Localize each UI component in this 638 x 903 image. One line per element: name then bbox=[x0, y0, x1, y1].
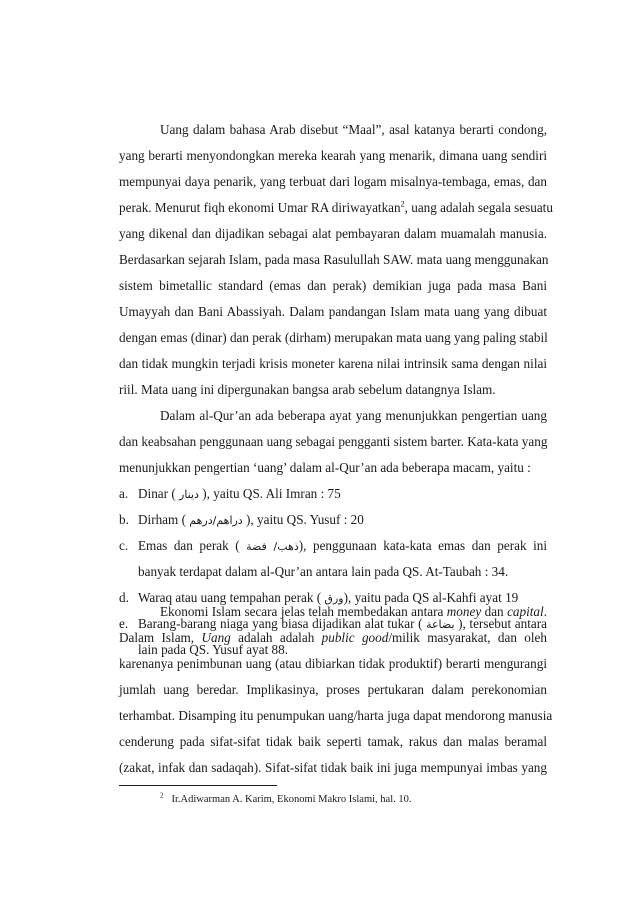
footnote-text: Ir.Adiwarman A. Karim, Ekonomi Makro Islami, hal. 10. bbox=[171, 794, 412, 805]
text-segment: dan bbox=[481, 604, 508, 619]
list-marker: a. bbox=[119, 486, 129, 501]
paragraph-3-line-3: karenanya penimbunan uang (atau dibiarkan tidak produktif) berarti mengurangi bbox=[119, 656, 547, 671]
paragraph-3-line-7: (zakat, infak dan sadaqah). Sifat-sifat tidak baik ini juga mempunyai imbas yang bbox=[119, 760, 547, 775]
italic-term: Uang bbox=[201, 630, 231, 645]
paragraph-1-line-6: Berdasarkan sejarah Islam, pada masa Rasulullah SAW. mata uang menggunakan bbox=[119, 252, 549, 267]
list-text: ), yaitu pada QS al-Kahfi ayat 19 bbox=[343, 590, 519, 605]
list-item-continuation: banyak terdapat dalam al-Qur’an antara lain pada QS. At-Taubah : 34. bbox=[138, 564, 509, 579]
paragraph-3-line-2 bbox=[119, 629, 547, 647]
list-text: Emas dan perak ( bbox=[138, 538, 247, 553]
arabic-term: دراهم/درهم bbox=[189, 514, 243, 527]
paragraph-1-line-9: dengan emas (dinar) dan perak (dirham) merupakan mata uang yang paling stabil bbox=[119, 330, 548, 345]
footnote-rule bbox=[119, 785, 277, 786]
footnote-reference[interactable]: 2 bbox=[400, 199, 405, 209]
list-item bbox=[119, 537, 547, 555]
list-text: ), penggunaan kata-kata emas dan perak ini bbox=[298, 538, 547, 553]
footnote-number: 2 bbox=[160, 791, 164, 800]
paragraph-1-line-5: yang dikenal dan dijadikan sebagai alat pembayaran dalam muamalah manusia. bbox=[119, 226, 547, 241]
text-segment: Ekonomi Islam secara jelas telah membedakan antara bbox=[160, 604, 447, 619]
list-text: Dinar ( bbox=[138, 486, 180, 501]
list-text: Waraq atau uang tempahan perak ( bbox=[138, 590, 325, 605]
paragraph-3-line-1 bbox=[160, 603, 547, 621]
list-text: ), tersebut antara bbox=[454, 616, 547, 631]
list-marker: c. bbox=[119, 538, 129, 553]
list-marker: e. bbox=[119, 616, 129, 631]
paragraph-1-line-7: sistem bimetallic standard (emas dan perak) demikian juga pada masa Bani bbox=[119, 278, 547, 293]
paragraph-1-line-3: mempunyai daya penarik, yang terbuat dari logam misalnya-tembaga, emas, dan bbox=[119, 174, 547, 189]
paragraph-2-line-3: menunjukkan pengertian ‘uang’ dalam al-Qur’an ada beberapa macam, yaitu : bbox=[119, 460, 531, 475]
text-segment: , uang adalah segala sesuatu bbox=[404, 200, 553, 215]
paragraph-2-line-1: Dalam al-Qur’an ada beberapa ayat yang menunjukkan pengertian uang bbox=[160, 408, 547, 423]
text-segment: /milik masyarakat, dan oleh bbox=[388, 630, 547, 645]
paragraph-3-line-5: terhambat. Disamping itu penumpukan uang/harta juga dapat mendorong manusia bbox=[119, 708, 553, 723]
paragraph-1-line-11: riil. Mata uang ini dipergunakan bangsa arab sebelum datangnya Islam. bbox=[119, 382, 496, 397]
list-item bbox=[119, 511, 547, 529]
text-segment: Dalam Islam, bbox=[119, 630, 202, 645]
arabic-term: دينار bbox=[179, 488, 199, 501]
italic-term: public good bbox=[321, 630, 389, 645]
text-segment: . bbox=[543, 604, 547, 619]
paragraph-1-line-2: yang berarti menyondongkan mereka kearah yang menarik, dimana uang sendiri bbox=[119, 148, 547, 163]
list-item-continuation: lain pada QS. Yusuf ayat 88. bbox=[138, 642, 289, 657]
list-text: ), yaitu QS. Yusuf : 20 bbox=[242, 512, 364, 527]
italic-term: capital bbox=[507, 604, 544, 619]
paragraph-1-line-8: Umayyah dan Bani Abassiyah. Dalam pandangan Islam mata uang yang dibuat bbox=[119, 304, 547, 319]
arabic-term: ورق bbox=[324, 592, 344, 605]
list-item bbox=[119, 485, 547, 503]
paragraph-3-line-4: jumlah uang beredar. Implikasinya, proses pertukaran dalam perekonomian bbox=[119, 682, 547, 697]
list-text: Barang-barang niaga yang biasa dijadikan alat tukar ( bbox=[138, 616, 427, 631]
list-text: ), yaitu QS. Ali Imran : 75 bbox=[198, 486, 341, 501]
footnote bbox=[160, 793, 412, 807]
text-segment: perak. Menurut fiqh ekonomi Umar RA diriwayatkan bbox=[119, 200, 401, 215]
arabic-term: بضاعة bbox=[426, 618, 455, 631]
list-marker: d. bbox=[119, 590, 129, 605]
list-marker: b. bbox=[119, 512, 129, 527]
paragraph-1-line-10: dan tidak mungkin terjadi krisis moneter karena nilai intrinsik sama dengan nilai bbox=[119, 356, 547, 371]
text-segment: adalah adalah bbox=[230, 630, 322, 645]
paragraph-1-line-4 bbox=[119, 199, 553, 217]
italic-term: money bbox=[446, 604, 482, 619]
arabic-term: ذهب/ فضة bbox=[246, 540, 299, 553]
paragraph-1-line-1: Uang dalam bahasa Arab disebut “Maal”, asal katanya berarti condong, bbox=[160, 122, 547, 137]
paragraph-3-line-6: cenderung pada sifat-sifat tidak baik seperti tamak, rakus dan malas beramal bbox=[119, 734, 547, 749]
list-text: Dirham ( bbox=[138, 512, 190, 527]
paragraph-2-line-2: dan keabsahan penggunaan uang sebagai pengganti sistem barter. Kata-kata yang bbox=[119, 434, 548, 449]
